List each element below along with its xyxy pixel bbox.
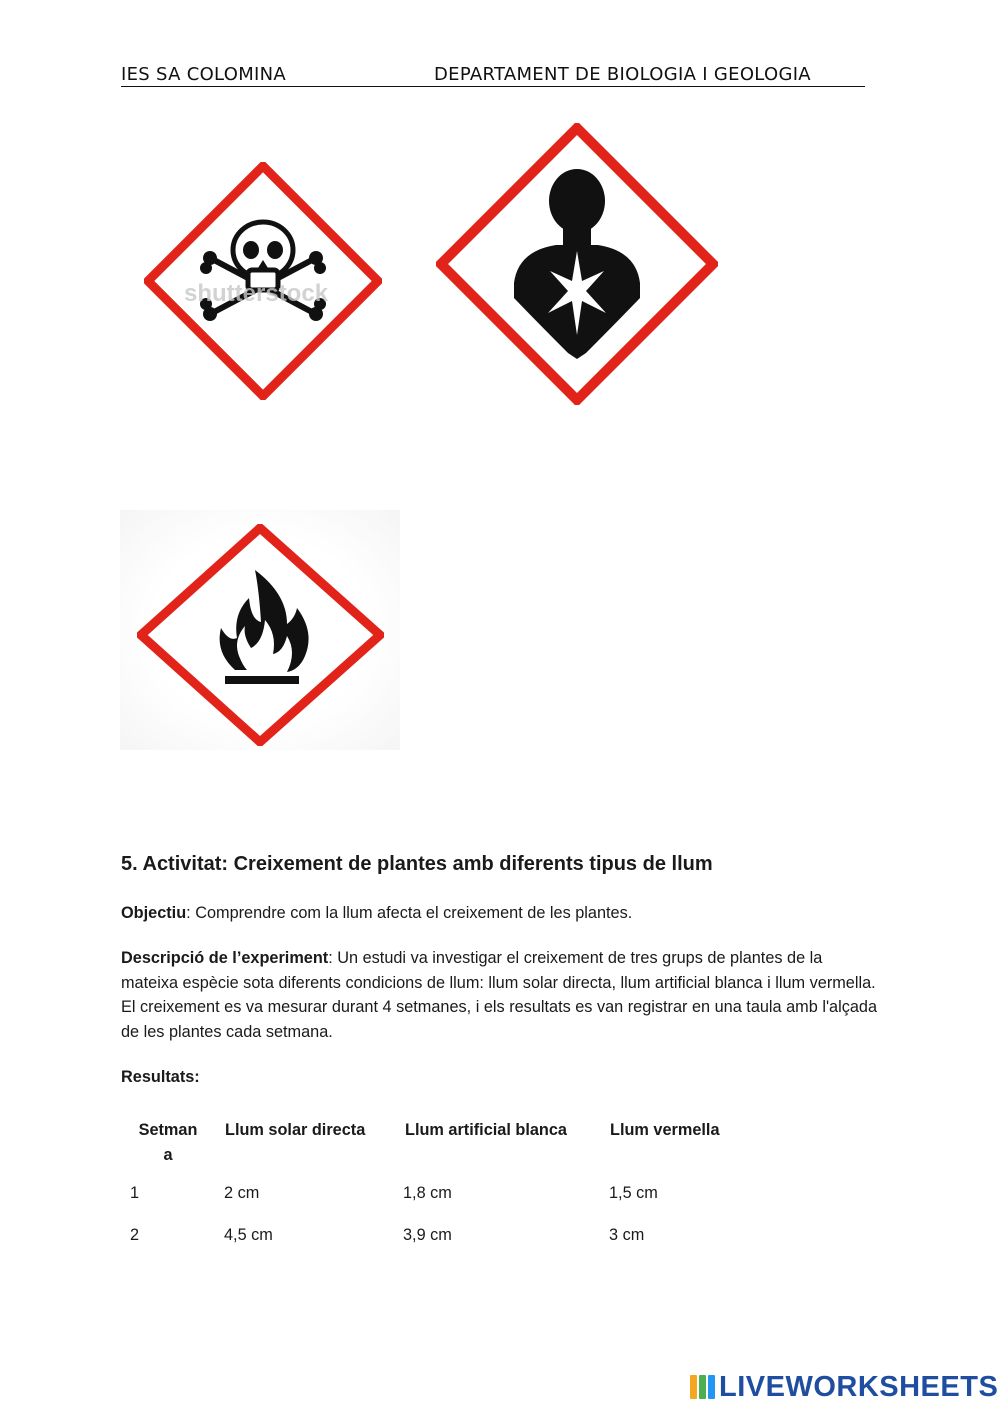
table-cell: 3,9 cm [403, 1226, 452, 1244]
table-cell: 1,5 cm [609, 1184, 658, 1202]
description-text: : Un estudi va investigar el creixement de tres grups de plantes de la mateixa espècie sota diferents condicions de llum: llum solar directa, llum artificial blanca i llum vermella. El creixement es va mesurar durant 4 setmanes, i els resultats es van registrar en una taula amb l'alçada de les plantes cada setmana. [121, 949, 878, 1041]
svg-text:shutterstock: shutterstock [184, 280, 329, 307]
activity-title: 5. Activitat: Creixement de plantes amb diferents tipus de llum [121, 853, 713, 875]
header-underline [121, 86, 865, 87]
table-header-artificial: Llum artificial blanca [405, 1121, 567, 1139]
department-name: DEPARTAMENT DE BIOLOGIA I GEOLOGIA [434, 64, 811, 85]
table-header-red: Llum vermella [610, 1121, 720, 1139]
health-hazard-pictogram [436, 123, 718, 405]
liveworksheets-logo [690, 1372, 998, 1402]
toxic-pictogram [144, 162, 382, 400]
table-header-week: Setman a [138, 1121, 198, 1164]
table-cell: 3 cm [609, 1226, 645, 1244]
table-cell: 2 [130, 1226, 140, 1244]
school-name: IES SA COLOMINA [121, 64, 287, 85]
objective-paragraph [121, 901, 881, 926]
brand-text: LIVEWORKSHEETS [719, 1370, 999, 1403]
brand-mark-icon [690, 1375, 715, 1399]
flammable-pictogram [137, 524, 384, 746]
objective-label: Objectiu [121, 904, 187, 922]
health-hazard-icon [436, 123, 718, 405]
objective-text: : Comprendre com la llum afecta el creixement de les plantes. [186, 904, 633, 922]
description-paragraph [121, 946, 881, 1044]
table-cell: 1,8 cm [403, 1184, 452, 1202]
table-header-solar: Llum solar directa [225, 1121, 366, 1139]
table-cell: 1 [130, 1184, 140, 1202]
skull-crossbones-icon [144, 162, 382, 400]
description-label: Descripció de l’experiment [121, 949, 329, 967]
flame-icon [137, 524, 384, 746]
results-label: Resultats: [121, 1068, 200, 1086]
table-cell: 4,5 cm [224, 1226, 273, 1244]
table-cell: 2 cm [224, 1184, 260, 1202]
